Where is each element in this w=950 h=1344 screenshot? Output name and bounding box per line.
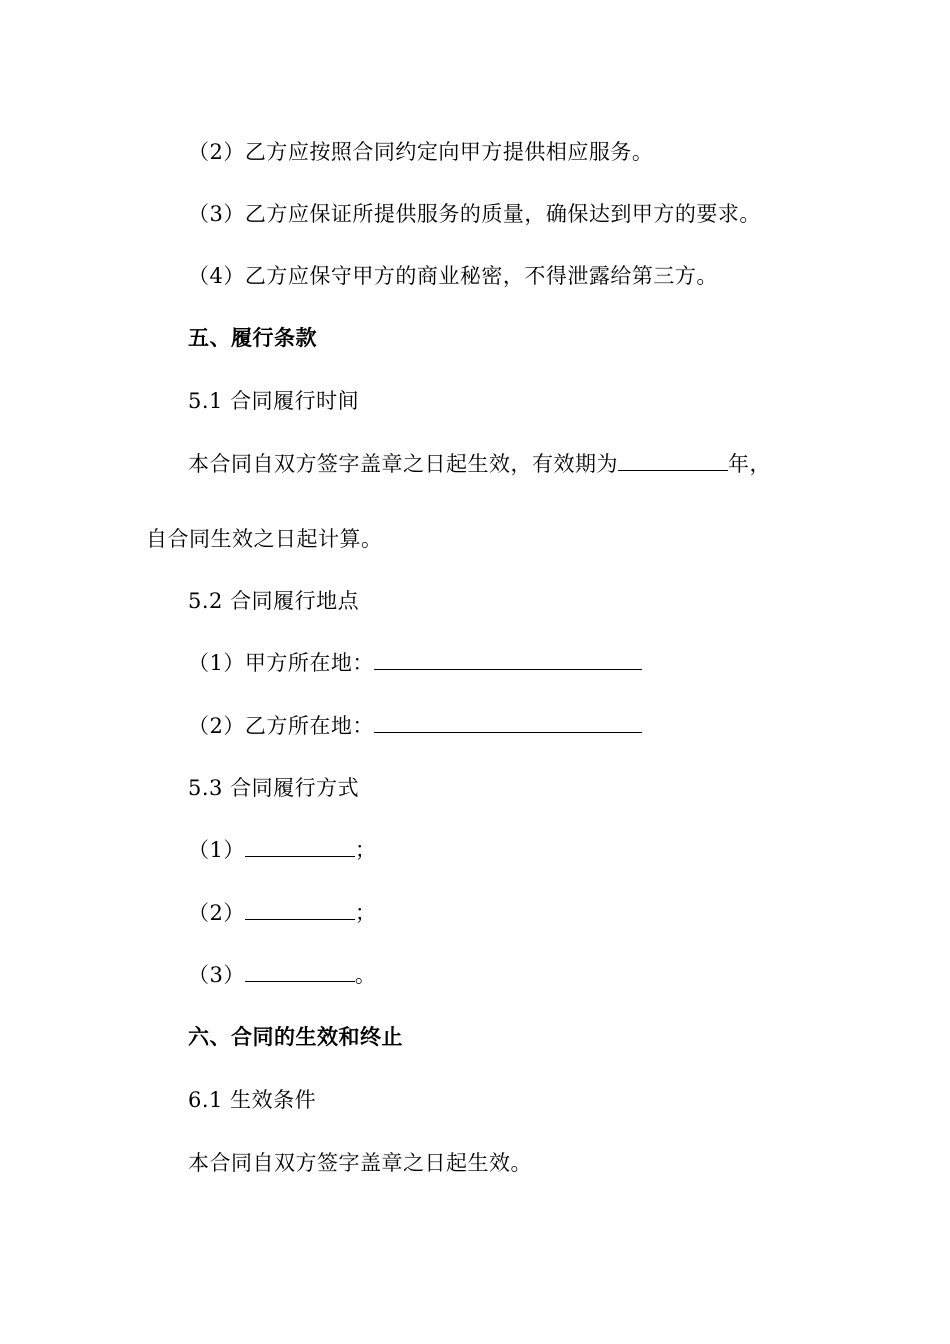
party-a-location-blank xyxy=(374,649,642,670)
section5-3-item1 xyxy=(188,836,376,864)
method2-end: ； xyxy=(354,901,377,925)
section5-heading: 五、履行条款 xyxy=(188,325,317,350)
method3-end: 。 xyxy=(354,963,377,987)
clause4-item2: （2）乙方应按照合同约定向甲方提供相应服务。 xyxy=(188,140,654,164)
clause4-item3: （3）乙方应保证所提供服务的质量，确保达到甲方的要求。 xyxy=(188,202,761,226)
section6-1-title: 6.1 生效条件 xyxy=(188,1088,317,1112)
party-b-location-label: （2）乙方所在地： xyxy=(188,714,374,738)
section5-3-item3 xyxy=(188,961,376,989)
section6-heading: 六、合同的生效和终止 xyxy=(188,1024,403,1049)
section5-2-item2 xyxy=(188,712,642,740)
section5-1-text-a: 本合同自双方签字盖章之日起生效，有效期为 xyxy=(188,452,618,476)
section5-1-title: 5.1 合同履行时间 xyxy=(188,389,360,413)
clause4-item4: （4）乙方应保守甲方的商业秘密，不得泄露给第三方。 xyxy=(188,264,718,288)
section5-1-text-cont: 自合同生效之日起计算。 xyxy=(146,527,383,551)
section5-1-text-b: 年， xyxy=(728,452,771,476)
method3-blank xyxy=(245,961,355,982)
section5-3-title: 5.3 合同履行方式 xyxy=(188,776,360,800)
party-b-location-blank xyxy=(374,712,642,733)
method1-end: ； xyxy=(354,838,377,862)
method1-label: （1） xyxy=(188,838,245,862)
section6-1-text: 本合同自双方签字盖章之日起生效。 xyxy=(188,1151,532,1175)
section5-2-title: 5.2 合同履行地点 xyxy=(188,589,360,613)
section5-2-item1 xyxy=(188,649,642,677)
section5-3-item2 xyxy=(188,899,376,927)
section5-1-text xyxy=(188,450,771,478)
method2-blank xyxy=(245,899,355,920)
validity-years-blank xyxy=(618,450,728,471)
method2-label: （2） xyxy=(188,901,245,925)
method3-label: （3） xyxy=(188,963,245,987)
party-a-location-label: （1）甲方所在地： xyxy=(188,651,374,675)
method1-blank xyxy=(245,836,355,857)
